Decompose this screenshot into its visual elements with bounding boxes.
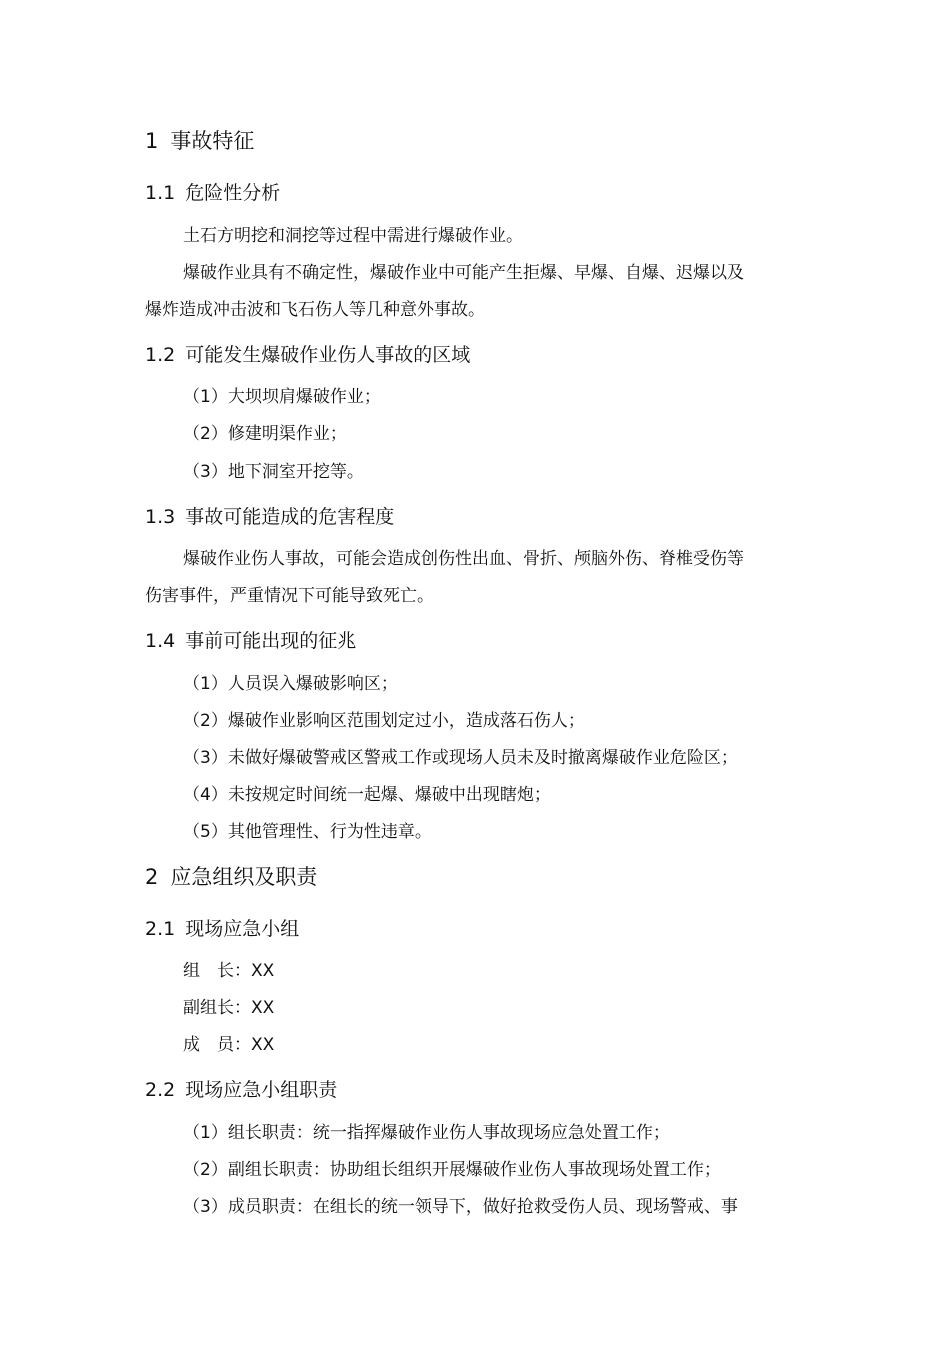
heading-number: 1.1 (145, 182, 176, 204)
heading-number: 2.1 (145, 918, 176, 940)
heading-1-2 (145, 346, 470, 365)
heading-2-2 (145, 1081, 337, 1100)
heading-text: 事前可能出现的征兆 (185, 630, 357, 652)
heading-2 (145, 867, 317, 888)
heading-text: 应急组织及职责 (170, 865, 318, 889)
heading-number: 1.2 (145, 344, 176, 366)
heading-text: 事故可能造成的危害程度 (185, 506, 395, 528)
heading-text: 可能发生爆破作业伤人事故的区域 (185, 344, 471, 366)
heading-text: 现场应急小组职责 (185, 1079, 338, 1101)
paragraph-line: 爆破作业具有不确定性，爆破作业中可能产生拒爆、早爆、自爆、迟爆以及 (183, 263, 744, 283)
heading-1-3 (145, 508, 394, 527)
list-item: （5）其他管理性、行为性违章。 (183, 822, 432, 842)
list-item: （1）人员误入爆破影响区； (183, 674, 398, 694)
heading-number: 1.3 (145, 506, 176, 528)
roster-line: 组 长：XX (183, 961, 275, 981)
list-item: （2）修建明渠作业； (183, 424, 347, 444)
heading-text: 危险性分析 (185, 182, 281, 204)
list-item: （2）副组长职责：协助组长组织开展爆破作业伤人事故现场处置工作； (183, 1160, 721, 1180)
list-item: （1）大坝坝肩爆破作业； (183, 387, 381, 407)
paragraph-line: 土石方明挖和洞挖等过程中需进行爆破作业。 (183, 226, 523, 246)
list-item: （2）爆破作业影响区范围划定过小，造成落石伤人； (183, 711, 585, 731)
heading-1-4 (145, 632, 356, 651)
heading-number: 1 (145, 129, 159, 153)
heading-2-1 (145, 920, 299, 939)
list-item: （1）组长职责：统一指挥爆破作业伤人事故现场应急处置工作； (183, 1123, 670, 1143)
list-item: （3）地下洞室开挖等。 (183, 462, 364, 482)
roster-line: 成 员：XX (183, 1035, 275, 1055)
heading-text: 事故特征 (170, 129, 255, 153)
heading-number: 2 (145, 865, 159, 889)
roster-line: 副组长：XX (183, 998, 275, 1018)
list-item: （4）未按规定时间统一起爆、爆破中出现瞎炮； (183, 785, 551, 805)
list-item: （3）未做好爆破警戒区警戒工作或现场人员未及时撤离爆破作业危险区； (183, 748, 738, 768)
heading-text: 现场应急小组 (185, 918, 300, 940)
heading-1 (145, 131, 254, 152)
paragraph-line: 爆炸造成冲击波和飞石伤人等几种意外事故。 (145, 300, 485, 320)
paragraph-line: 伤害事件，严重情况下可能导致死亡。 (145, 586, 434, 606)
heading-number: 2.2 (145, 1079, 176, 1101)
heading-1-1 (145, 184, 280, 203)
list-item: （3）成员职责：在组长的统一领导下，做好抢救受伤人员、现场警戒、事 (183, 1197, 738, 1217)
paragraph-line: 爆破作业伤人事故，可能会造成创伤性出血、骨折、颅脑外伤、脊椎受伤等 (183, 549, 744, 569)
heading-number: 1.4 (145, 630, 176, 652)
